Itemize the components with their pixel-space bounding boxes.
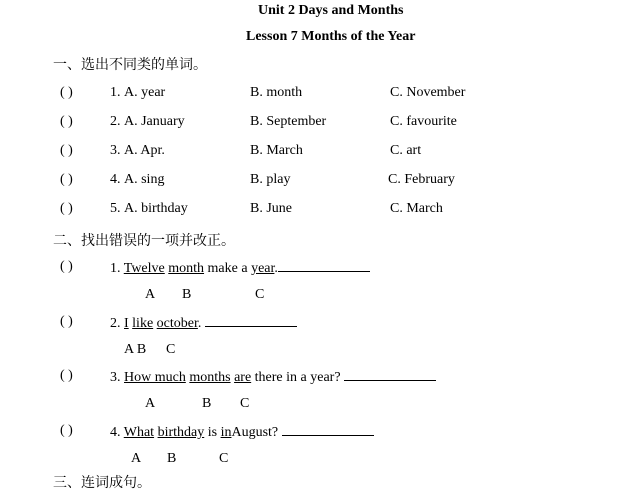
option-a: A. Apr. <box>124 143 165 158</box>
error-word-c: october <box>156 316 198 331</box>
question-number: 1. <box>110 261 121 276</box>
label-c: C <box>255 287 265 302</box>
label-b: B <box>202 396 212 411</box>
answer-bracket[interactable]: ( ) <box>60 114 73 129</box>
question-number: 3. <box>110 143 121 158</box>
section2-heading: 二、找出错误的一项并改正。 <box>53 233 235 249</box>
question-number: 5. <box>110 201 121 216</box>
label-a: A <box>145 396 156 411</box>
error-word-c: are <box>234 370 252 385</box>
sentence-text: is <box>207 425 218 440</box>
unit-title: Unit 2 Days and Months <box>258 3 404 18</box>
label-b: B <box>167 451 177 466</box>
lesson-title: Lesson 7 Months of the Year <box>246 29 416 44</box>
label-a: A <box>145 287 156 302</box>
error-word-a: I <box>124 316 129 331</box>
correction-blank[interactable] <box>205 314 297 327</box>
answer-bracket[interactable]: ( ) <box>60 314 73 329</box>
option-b: B. play <box>250 172 291 187</box>
error-word-b: like <box>132 316 154 331</box>
option-c: C. art <box>390 143 422 158</box>
error-sentence <box>110 259 370 277</box>
question-number: 2. <box>110 114 121 129</box>
error-word-c: year <box>251 261 275 276</box>
label-c: C <box>166 342 176 357</box>
option-b: B. June <box>250 201 292 216</box>
error-word-b: months <box>189 370 231 385</box>
answer-bracket[interactable]: ( ) <box>60 143 73 158</box>
answer-bracket[interactable]: ( ) <box>60 172 73 187</box>
question-number: 3. <box>110 370 121 385</box>
option-b: B. September <box>250 114 327 129</box>
error-word-a: What <box>123 425 155 440</box>
sentence-text: make a <box>207 261 248 276</box>
section1-heading: 一、选出不同类的单词。 <box>53 57 207 73</box>
option-c: C. March <box>390 201 443 216</box>
sentence-text: August? <box>231 425 279 440</box>
answer-bracket[interactable]: ( ) <box>60 85 73 100</box>
sentence-text: . <box>274 261 278 276</box>
question-number: 4. <box>110 172 121 187</box>
sentence-text: . <box>197 316 202 331</box>
error-word-a: Twelve <box>123 261 165 276</box>
sentence-text: there in a year? <box>254 370 341 385</box>
error-sentence <box>110 368 436 386</box>
error-sentence <box>110 423 374 441</box>
correction-blank[interactable] <box>344 368 436 381</box>
error-word-a: How much <box>124 370 186 385</box>
label-c: C <box>219 451 229 466</box>
option-a: A. sing <box>124 172 165 187</box>
question-number: 2. <box>110 316 121 331</box>
error-sentence <box>110 314 297 332</box>
question-number: 4. <box>110 425 121 440</box>
option-c: C. February <box>388 172 455 187</box>
error-word-b: month <box>168 261 205 276</box>
correction-blank[interactable] <box>278 259 370 272</box>
answer-bracket[interactable]: ( ) <box>60 259 73 274</box>
label-a: A <box>131 451 142 466</box>
label-c: C <box>240 396 250 411</box>
question-number: 1. <box>110 85 121 100</box>
option-a: A. year <box>124 85 166 100</box>
answer-bracket[interactable]: ( ) <box>60 201 73 216</box>
error-word-b: birthday <box>157 425 205 440</box>
option-b: B. March <box>250 143 303 158</box>
option-c: C. November <box>390 85 466 100</box>
correction-blank[interactable] <box>282 423 374 436</box>
error-word-c: in <box>220 425 232 440</box>
option-a: A. birthday <box>124 201 188 216</box>
option-c: C. favourite <box>390 114 457 129</box>
answer-bracket[interactable]: ( ) <box>60 423 73 438</box>
option-a: A. January <box>124 114 185 129</box>
option-b: B. month <box>250 85 303 100</box>
label-b: B <box>182 287 192 302</box>
label-ab: A B <box>124 342 147 357</box>
section3-heading: 三、连词成句。 <box>53 475 151 491</box>
answer-bracket[interactable]: ( ) <box>60 368 73 383</box>
